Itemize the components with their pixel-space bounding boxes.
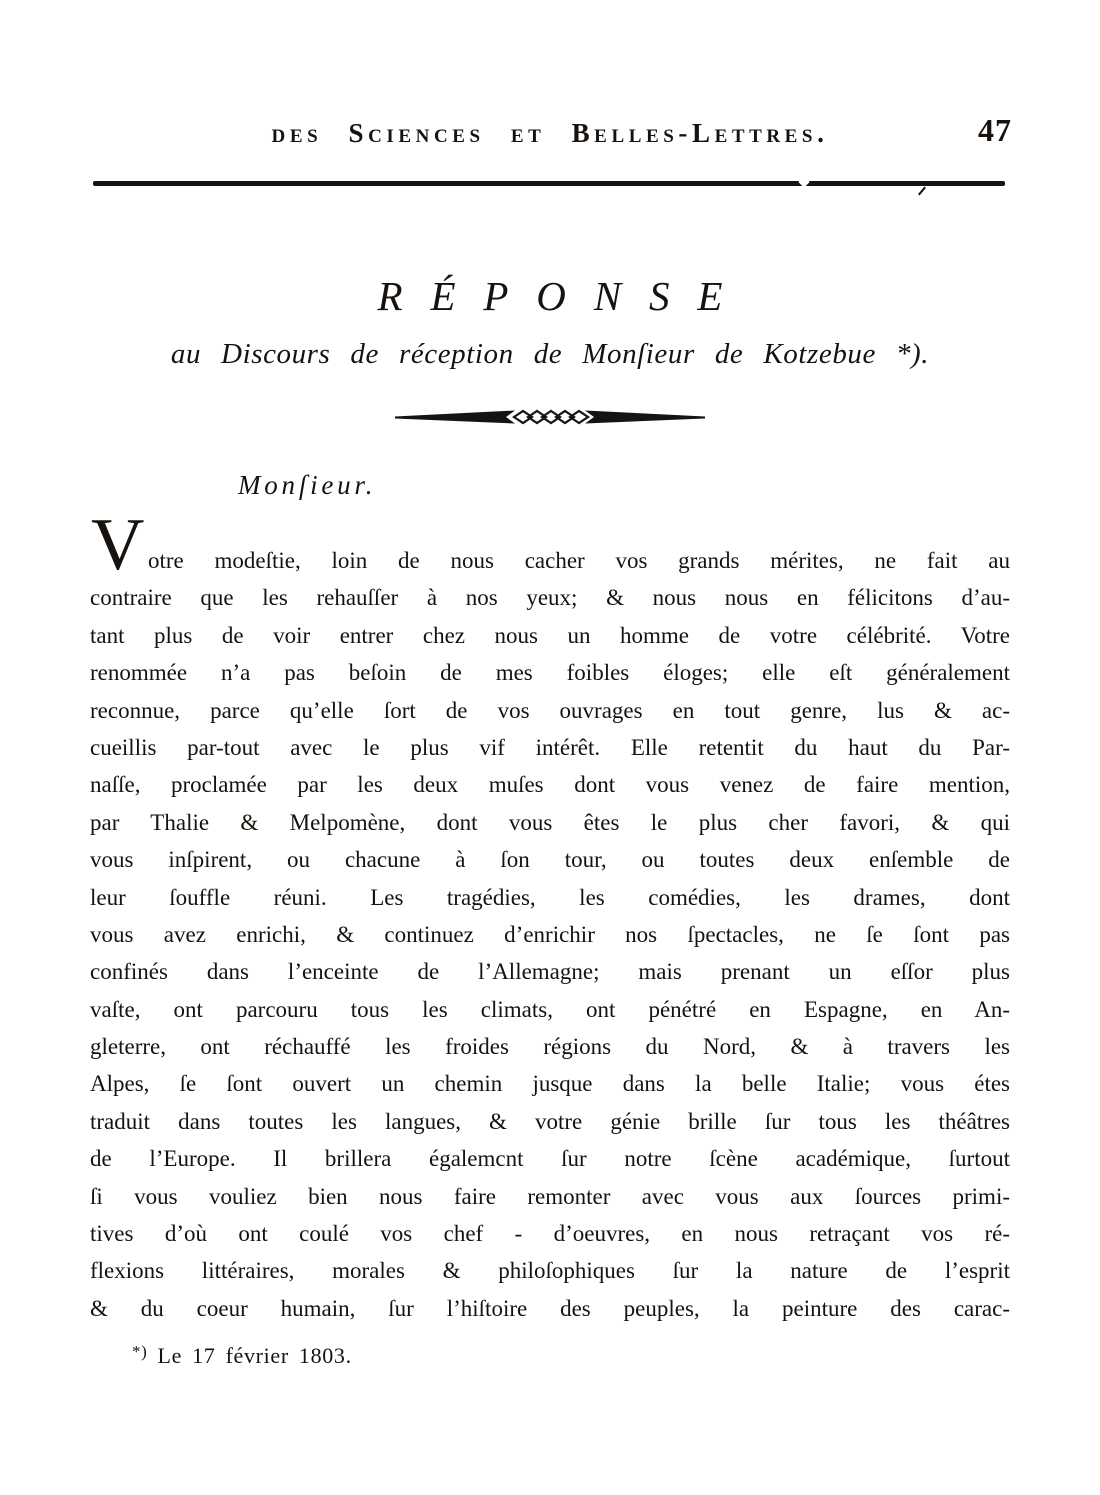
rule-notch <box>798 176 809 187</box>
body-line: de l’Europe. Il brillera égalemcnt ſur notre ſcène académique, ſurtout <box>90 1146 1010 1172</box>
page-number: 47 <box>978 112 1012 148</box>
header-rule <box>93 181 1005 186</box>
running-head: des Sciences et Belles-Lettres. <box>271 118 829 148</box>
rule-tick <box>918 187 926 196</box>
salutation: Monſieur. <box>238 470 377 500</box>
footnote-text: Le 17 février 1803. <box>157 1343 352 1368</box>
body-line: vous inſpirent, ou chacune à ſon tour, ou toutes deux enſemble de <box>90 847 1010 873</box>
body-line: confinés dans l’enceinte de l’Allemagne; mais prenant un eſſor plus <box>90 959 1010 985</box>
body-line: gleterre, ont réchauffé les froides régions du Nord, & à travers les <box>90 1034 1010 1060</box>
body-line: Alpes, ſe ſont ouvert un chemin jusque dans la belle Italie; vous étes <box>90 1071 1010 1097</box>
page-subtitle: au Discours de réception de Monſieur de Kotzebue *). <box>170 338 930 370</box>
footnote <box>132 1342 352 1369</box>
body-line: tives d’où ont coulé vos chef - d’oeuvres, en nous retraçant vos ré- <box>90 1221 1010 1247</box>
body-line: renommée n’a pas beſoin de mes foibles éloges; elle eſt généralement <box>90 660 1010 686</box>
body-line: flexions littéraires, morales & philoſophiques ſur la nature de l’esprit <box>90 1258 1010 1284</box>
body-line: par Thalie & Melpomène, dont vous êtes le plus cher favori, & qui <box>90 809 1010 835</box>
body-line: cueillis par-tout avec le plus vif intérêt. Elle retentit du haut du Par- <box>90 734 1010 760</box>
drop-cap-initial: V <box>91 504 145 586</box>
body-line: traduit dans toutes les langues, & votre génie brille ſur tous les théâtres <box>90 1108 1010 1134</box>
body-line: vaſte, ont parcouru tous les climats, ont pénétré en Espagne, en An- <box>90 996 1010 1022</box>
body-line: & du coeur humain, ſur l’hiſtoire des peuples, la peinture des carac- <box>90 1295 1010 1321</box>
footnote-marker: *) <box>132 1342 148 1361</box>
body-text <box>90 542 1010 1327</box>
body-line: contraire que les rehauſſer à nos yeux; & nous nous en félicitons d’au- <box>90 585 1010 611</box>
body-line: leur ſouffle réuni. Les tragédies, les comédies, les drames, dont <box>90 884 1010 910</box>
body-line: tant plus de voir entrer chez nous un homme de votre célébrité. Votre <box>90 622 1010 648</box>
page-title: RÉPONSE <box>377 273 751 319</box>
body-line: otre modeſtie, loin de nous cacher vos grands mérites, ne fait au <box>148 548 1010 573</box>
body-line: naſſe, proclamée par les deux muſes dont vous venez de faire mention, <box>90 772 1010 798</box>
body-line: reconnue, parce qu’elle ſort de vos ouvrages en tout genre, lus & ac- <box>90 697 1010 723</box>
body-line: vous avez enrichi, & continuez d’enrichir nos ſpectacles, ne ſe ſont pas <box>90 921 1010 947</box>
ornament-divider-icon <box>395 404 705 435</box>
body-line: ſi vous vouliez bien nous faire remonter avec vous aux ſources primi- <box>90 1183 1010 1209</box>
